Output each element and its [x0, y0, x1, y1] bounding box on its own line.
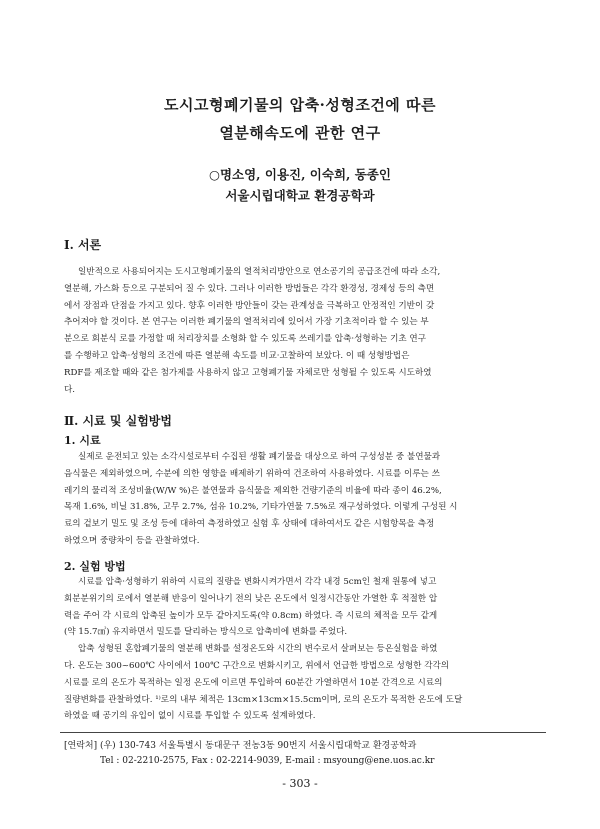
text-line: 다. 온도는 300~600℃ 사이에서 100℃ 구간으로 변화시키고, 위에서 언급한 방법으로 성형한 각각의: [64, 660, 450, 671]
introduction-paragraph: [64, 264, 542, 398]
method-paragraph: [64, 574, 542, 725]
text-line: 일반적으로 사용되어지는 도시고형폐기물의 열적처리방안으로 연소공기의 공급조건에 따라 소각,: [78, 267, 441, 277]
text-line: 분으로 회분식 로를 가정할 때 처리장치를 소형화 할 수 있도록 쓰레기를 압축·성형하는 기초 연구: [64, 334, 427, 345]
text-line: 목재 1.6%, 비닐 31.8%, 고무 2.7%, 섬유 10.2%, 기타가연물 7.5%로 재구성하였다. 이렇게 구성된 시: [64, 502, 458, 513]
text-line: 실제로 운전되고 있는 소각시설로부터 수집된 생활 폐기물을 대상으로 하여 구성성분 중 불연물과: [78, 452, 441, 462]
subsection-heading-method: 2. 실험 방법: [64, 560, 126, 573]
section-heading-introduction: Ⅰ. 서론: [64, 238, 102, 252]
text-line: 하였으며 중량차이 등을 관찰하였다.: [64, 535, 200, 546]
paper-title-line-2: 열분해속도에 관한 연구: [219, 124, 381, 142]
text-line: 하였을 때 공기의 유입이 없이 시료를 투입할 수 있도록 설계하였다.: [64, 711, 316, 722]
text-line: 에서 장점과 단점을 가지고 있다. 향후 이러한 방안들이 갖는 관계성을 극복하고 안정적인 기반이 갖: [64, 300, 435, 311]
sample-paragraph: [64, 449, 542, 550]
author-list: ○명소영, 이용진, 이숙희, 동종인: [209, 167, 391, 182]
text-line: 추어져야 할 것이다. 본 연구는 이러한 폐기물의 열적처리에 있어서 가장 기초적이라 할 수 있는 부: [64, 317, 429, 328]
text-line: 시료를 로의 온도가 목적하는 일정 온도에 이르면 투입하여 60분간 가열하면서 10분 간격으로 시료의: [64, 677, 443, 688]
section-heading-methods: Ⅱ. 시료 및 실험방법: [64, 414, 172, 428]
text-line: 력을 주어 각 시료의 압축된 높이가 모두 같아지도록(약 0.8cm) 하였다. 즉 시료의 체적을 모두 같게: [64, 610, 438, 621]
subsection-heading-sample: 1. 시료: [64, 434, 101, 447]
text-line: 를 수행하고 압축·성형의 조건에 따른 열분해 속도를 비교·고찰하여 보았다. 이 때 성형방법은: [64, 350, 410, 361]
text-line: 레기의 물리적 조성비율(W/W %)은 불연물과 음식물을 제외한 건량기준의 비율에 따라 종이 46.2%,: [64, 485, 442, 496]
page-number: - 303 -: [282, 777, 318, 790]
text-line: RDF를 제조할 때와 같은 첨가제를 사용하지 않고 고형폐기물 자체로만 성형될 수 있도록 시도하였: [64, 367, 432, 378]
author-affiliation: 서울시립대학교 환경공학과: [225, 188, 375, 203]
contact-phone-email: Tel : 02-2210-2575, Fax : 02-2214-9039, E-mail : msyoung@ene.uos.ac.kr: [100, 756, 435, 766]
text-line: 회분분위기의 로에서 열분해 반응이 일어나기 전의 낮은 온도에서 일정시간동안 가열한 후 적절한 압: [64, 593, 438, 604]
contact-address: [연락처] (우) 130-743 서울특별시 동대문구 전농3동 90번지 서울시립대학교 환경공학과: [64, 741, 417, 751]
text-line: 료의 겉보기 밀도 및 조성 등에 대하여 측정하였고 실험 후 상태에 대하여서도 같은 시험항목을 측정: [64, 519, 435, 530]
paper-title-line-1: 도시고형폐기물의 압축·성형조건에 따른: [164, 96, 436, 114]
text-line: 질량변화를 관찰하였다. ¹⁾로의 내부 체적은 13cm×13cm×15.5cm이며, 로의 온도가 목적한 온도에 도달: [64, 694, 463, 705]
text-line: 열분해, 가스화 등으로 구분되어 질 수 있다. 그러나 이러한 방법들은 각각 환경성, 경제성 등의 측면: [64, 283, 435, 294]
text-line: 시료를 압축·성형하기 위하여 시료의 질량을 변화시켜가면서 각각 내경 5cm인 철재 원통에 넣고: [78, 577, 437, 587]
text-line: 음식물은 제외하였으며, 수분에 의한 영향을 배제하기 위하여 건조하여 사용하였다. 시료를 이루는 쓰: [64, 468, 440, 479]
text-line: 다.: [64, 384, 76, 395]
footer-divider: [60, 732, 546, 733]
text-line: (약 15.7㎤) 유지하면서 밀도를 달리하는 방식으로 압축비에 변화를 주었다.: [64, 627, 348, 638]
text-line: 압축 성형된 혼합폐기물의 열분해 변화를 설정온도와 시간의 변수로서 살펴보는 등온실험을 하였: [78, 644, 438, 655]
